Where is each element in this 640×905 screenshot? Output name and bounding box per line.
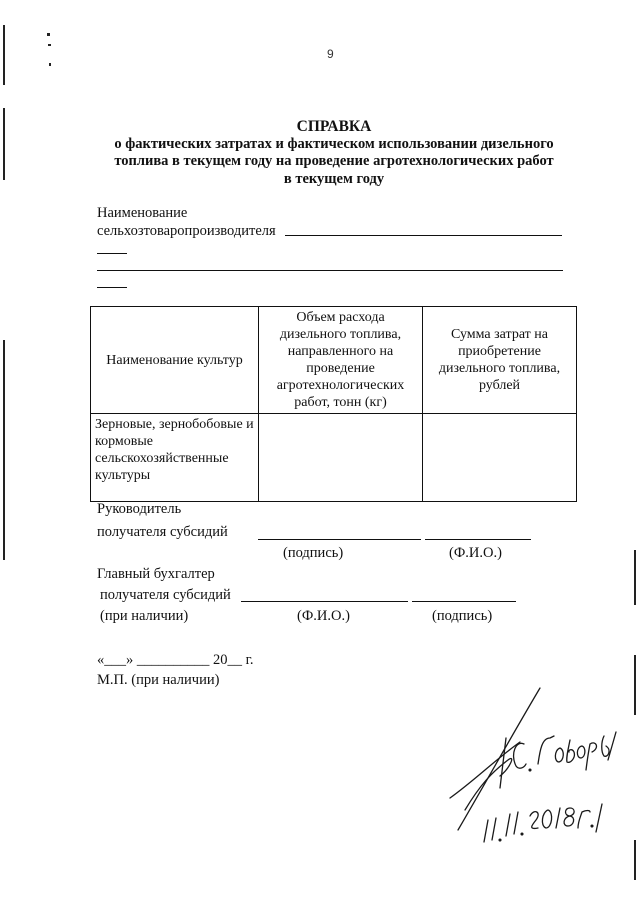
head-signature-field[interactable] (258, 539, 421, 540)
accountant-caption-signature: (подпись) (432, 608, 493, 624)
accountant-caption-name: (Ф.И.О.) (297, 608, 350, 624)
producer-name-field-continuation-1[interactable] (97, 253, 127, 254)
date-field[interactable]: «___» __________ 20__ г. (97, 652, 254, 668)
table-cell-fuel-cost-input[interactable] (423, 414, 577, 502)
accountant-label-line-2: получателя субсидий (100, 587, 231, 603)
accountant-label-line-3: (при наличии) (100, 608, 189, 624)
producer-name-field-continuation-3[interactable] (97, 287, 127, 288)
head-name-field[interactable] (425, 539, 531, 540)
stamp-label: М.П. (при наличии) (97, 672, 220, 688)
producer-label-line-1: Наименование (97, 205, 188, 221)
accountant-name-field[interactable] (241, 601, 408, 602)
head-label-line-2: получателя субсидий (97, 524, 228, 540)
scan-edge-mark-right-2 (634, 655, 636, 715)
fuel-costs-table (90, 306, 577, 502)
scan-dot-2 (48, 44, 51, 46)
table-row (91, 414, 577, 502)
scan-edge-mark-right-3 (634, 840, 636, 880)
head-label-line-1: Руководитель (97, 501, 182, 517)
handwritten-signature (420, 680, 620, 850)
producer-name-field[interactable] (285, 235, 562, 236)
table-cell-fuel-volume-input[interactable] (259, 414, 423, 502)
table-header-crops: Наименование культур (91, 307, 259, 414)
producer-label-line-2: сельхозтоваропроизводителя (97, 223, 276, 239)
accountant-signature-field[interactable] (412, 601, 516, 602)
accountant-label-line-1: Главный бухгалтер (97, 566, 215, 582)
head-caption-name: (Ф.И.О.) (449, 545, 502, 561)
table-cell-crop-name: Зерновые, зернобобовые и кормовые сельскохозяйственные культуры (91, 414, 259, 502)
table-header-fuel-cost: Сумма затрат на приобретение дизельного топлива, рублей (423, 307, 577, 414)
scan-dot-3 (49, 63, 51, 66)
document-title: СПРАВКА (296, 118, 372, 135)
document-subtitle-line-3: в текущем году (283, 171, 385, 187)
scan-edge-mark-right-1 (634, 550, 636, 605)
table-header-fuel-volume: Объем расхода дизельного топлива, направленного на проведение агротехнологических работ, тонн (кг) (259, 307, 423, 414)
document-subtitle-line-2: топлива в текущем году на проведение агротехнологических работ (114, 153, 554, 169)
scan-dot-1 (47, 33, 50, 36)
scan-edge-mark-left-top (3, 25, 5, 85)
page-number: 9 (327, 47, 334, 61)
table-header-row (91, 307, 577, 414)
scan-edge-mark-left-low (3, 340, 5, 560)
document-subtitle-line-1: о фактических затратах и фактическом использовании дизельного (114, 136, 554, 152)
producer-name-field-continuation-2[interactable] (97, 270, 563, 271)
head-caption-signature: (подпись) (283, 545, 344, 561)
